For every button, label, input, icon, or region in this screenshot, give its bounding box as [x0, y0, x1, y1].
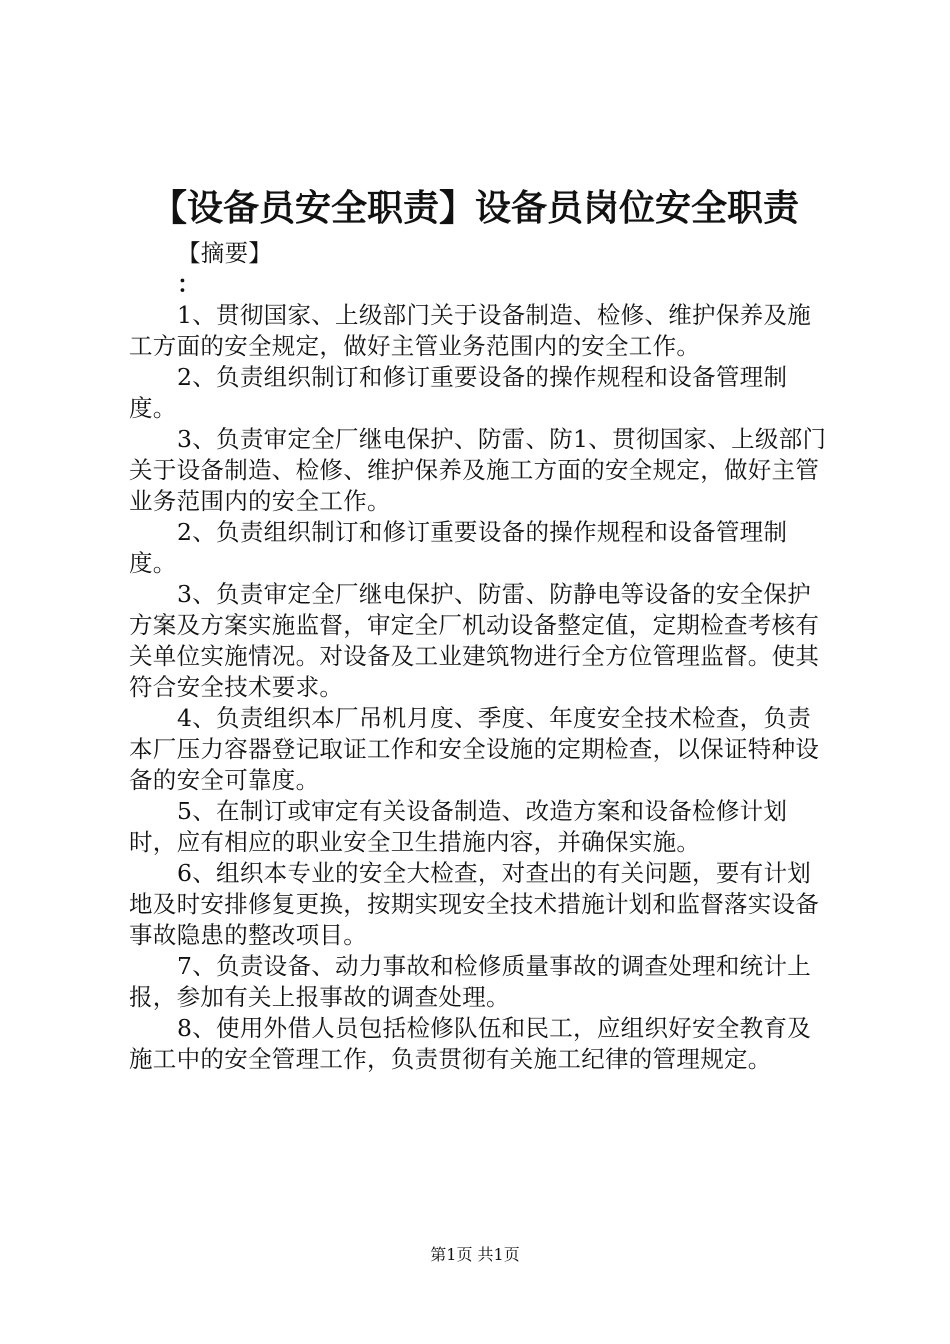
page-footer: 第1页 共1页 — [430, 1245, 520, 1264]
paragraph: 4、负责组织本厂吊机月度、季度、年度安全技术检查，负责本厂压力容器登记取证工作和安全设施的定期检查，以保证特种设备的安全可靠度。 — [129, 704, 820, 794]
paragraph: 6、组织本专业的安全大检查，对查出的有关问题，要有计划地及时安排修复更换，按期实现安全技术措施计划和监督落实设备事故隐患的整改项目。 — [129, 859, 820, 949]
paragraph: 3、负责审定全厂继电保护、防雷、防静电等设备的安全保护方案及方案实施监督，审定全厂机动设备整定值，定期检查考核有关单位实施情况。对设备及工业建筑物进行全方位管理监督。使其符合安全技术要求。 — [129, 580, 820, 701]
paragraph: 5、在制订或审定有关设备制造、改造方案和设备检修计划时，应有相应的职业安全卫生措施内容，并确保实施。 — [129, 797, 788, 856]
paragraph: 3、负责审定全厂继电保护、防雷、防1、贯彻国家、上级部门关于设备制造、检修、维护保养及施工方面的安全规定，做好主管业务范围内的安全工作。 — [129, 425, 827, 515]
paragraph: 7、负责设备、动力事故和检修质量事故的调查处理和统计上报，参加有关上报事故的调查处理。 — [129, 952, 812, 1011]
document-body — [129, 238, 829, 1075]
paragraph: 2、负责组织制订和修订重要设备的操作规程和设备管理制度。 — [129, 518, 788, 577]
abstract-colon: ： — [177, 270, 201, 298]
paragraph: 2、负责组织制订和修订重要设备的操作规程和设备管理制度。 — [129, 363, 788, 422]
paragraph: 8、使用外借人员包括检修队伍和民工，应组织好安全教育及施工中的安全管理工作，负责贯彻有关施工纪律的管理规定。 — [129, 1014, 812, 1073]
document-title: 【设备员安全职责】设备员岗位安全职责 — [150, 188, 799, 229]
paragraph: 1、贯彻国家、上级部门关于设备制造、检修、维护保养及施工方面的安全规定，做好主管业务范围内的安全工作。 — [129, 301, 812, 360]
abstract-label: 【摘要】 — [177, 239, 273, 267]
